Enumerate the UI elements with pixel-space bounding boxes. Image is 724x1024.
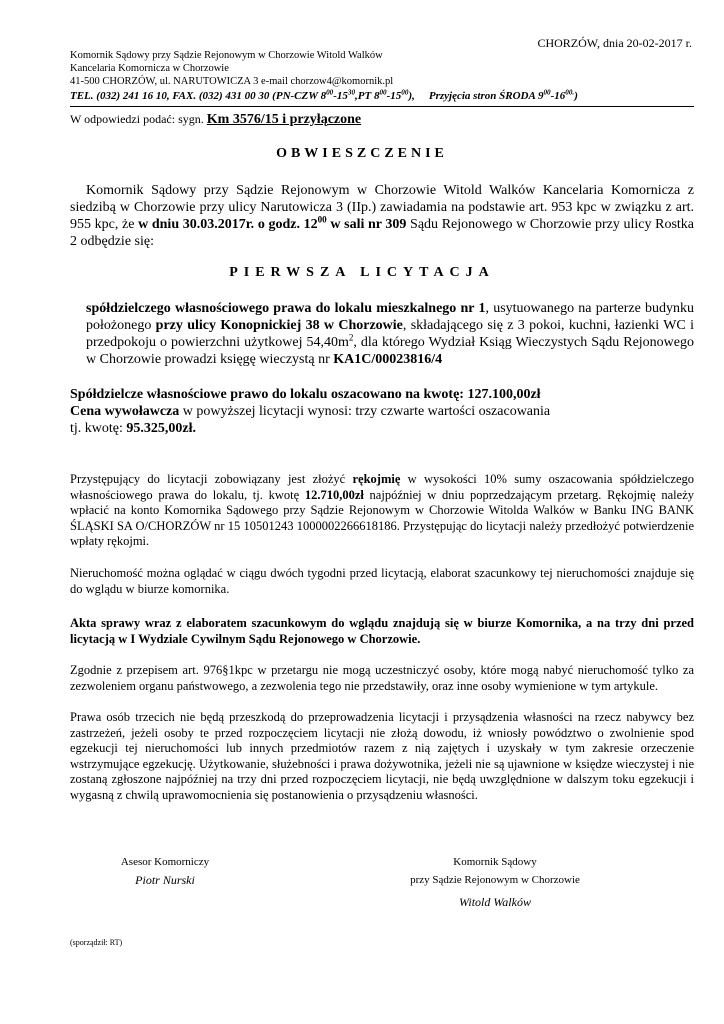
- legal-paragraph-2: Prawa osób trzecich nie będą przeszkodą do przeprowadzenia licytacji i przysądzenia własności na rzecz nabywcy bez zastrzeżeń, jeżeli osoby te przed rozpoczęciem licytacji nie złożą dowodu, iż wniosły powództwo o zwolnienie spod egzekucji tej nieruchomości lub innych przedmiotów razem z nią zajętych i uzyskały w tym zakresie orzeczenie wstrzymujące egzekucję. Użytkowanie, służebności i prawa dożywotnika, jeżeli nie są ujawnione w księdze wieczystej i nie zostaną zgłoszone najpóźniej na trzy dni przed rozpoczęciem licytacji, nie będą uwzględnione w dalszym toku egzekucji i wygasną z chwilą uprawomocnienia się postanowienia o przysądzeniu własności.: [70, 710, 694, 802]
- inspection-paragraph: Nieruchomość można oglądać w ciągu dwóch tygodni przed licytacją, elaborat szacunkowy tej nieruchomości znajduje się do wglądu w biurze komornika.: [70, 566, 694, 596]
- case-reference: [70, 112, 361, 128]
- letterhead-contact: [70, 90, 670, 103]
- assessor-role: Asesor Komorniczy: [120, 856, 210, 868]
- legal-paragraph-1: Zgodnie z przepisem art. 976§1kpc w przetargu nie mogą uczestniczyć osoby, które mogą nabyć nieruchomość tylko za zezwoleniem organu państwowego, a zezwolenia tego nie przedstawiły, oraz inne osoby wymienione w tym artykule.: [70, 663, 694, 693]
- document-title: OBWIESZCZENIE: [276, 146, 448, 161]
- starting-price-amount: tj. kwotę: 95.325,00zł.: [70, 421, 196, 436]
- intro-paragraph: Komornik Sądowy przy Sądzie Rejonowym w Chorzowie Witold Walków Kancelaria Komornicza z siedzibą w Chorzowie przy ulicy Narutowicza 3 (IIp.) zawiadamia na podstawie art. 953 kpc w związku z art. 955 kpc, że w dniu 30.03.2017r. o godz. $12^{00}$ w sali nr 309 Sądu Rejonowego w Chorzowie przy ulicy Rostka 2 odbędzie się:: [70, 183, 694, 249]
- letterhead-line-3: 41-500 CHORZÓW, ul. NARUTOWICZA 3 e-mail chorzow4@komornik.pl: [70, 76, 394, 87]
- bailiff-court: przy Sądzie Rejonowym w Chorzowie: [410, 874, 580, 886]
- document-date: CHORZÓW, dnia 20-02-2017 r.: [537, 36, 692, 50]
- reference-label: W odpowiedzi podać: sygn.: [70, 112, 204, 126]
- case-number: Km 3576/15 i przyłączone: [206, 112, 362, 127]
- header-divider: [70, 106, 694, 107]
- starting-price-line: Cena wywoławcza w powyższej licytacji wynosi: trzy czwarte wartości oszacowania: [70, 404, 551, 419]
- letterhead-line-1: Komornik Sądowy przy Sądzie Rejonowym w Chorzowie Witold Walków: [70, 50, 383, 61]
- telephone: TEL. (032) 241 16 10: [70, 90, 167, 102]
- reception-hours: Przyjęcia stron ŚRODA $9^{00}-16^{00.}$): [428, 88, 578, 102]
- auction-title: PIERWSZA LICYTACJA: [229, 265, 495, 280]
- fax-and-hours: , FAX. (032) 431 00 30 (PN-CZW $8^{00}-15^{30},PT$ $8^{00}-15^{00}$),: [166, 88, 415, 102]
- signature-bailiff: [380, 855, 610, 910]
- files-paragraph: Akta sprawy wraz z elaboratem szacunkowym do wglądu znajdują się w biurze Komornika, a na trzy dni przed licytacją w I Wydziale Cywilnym Sądu Rejonowego w Chorzowie.: [70, 616, 694, 646]
- letterhead-line-2: Kancelaria Komornicza w Chorzowie: [70, 63, 229, 74]
- bailiff-role: Komornik Sądowy: [453, 856, 537, 868]
- valuation-block: [70, 386, 694, 437]
- signature-assessor: [90, 855, 240, 888]
- bailiff-name: Witold Walków: [459, 895, 531, 909]
- prepared-by-note: (sporządził: RT): [70, 938, 123, 947]
- deposit-paragraph: Przystępujący do licytacji zobowiązany jest złożyć rękojmię w wysokości 10% sumy oszacowania spółdzielczego własnościowego prawa do lokalu, tj. kwotę 12.710,00zł najpóźniej w dniu poprzedzającym przetarg. Rękojmię należy wpłacić na konto Komornika Sądowego przy Sądzie Rejonowym w Chorzowie Witolda Walków w Banku ING BANK ŚLĄSKI SA O/CHORZÓW nr 15 10501243 1000002266618186. Przystępując do licytacji należy przedłożyć potwierdzenie wpłaty rękojmi.: [70, 472, 695, 548]
- letterhead: [70, 49, 670, 103]
- subject-paragraph: spółdzielczego własnościowego prawa do lokalu mieszkalnego nr 1, usytuowanego na parterze budynku położonego przy ulicy Konopnickiej 38 w Chorzowie, składającego się z 3 pokoi, kuchni, łazienki WC i przedpokoju o powierzchni użytkowej $54,40m^2$, dla którego Wydział Ksiąg Wieczystych Sądu Rejonowego w Chorzowie prowadzi księgę wieczystą nr KA1C/00023816/4: [86, 301, 695, 367]
- assessor-name: Piotr Nurski: [135, 873, 195, 887]
- valuation-line: Spółdzielcze własnościowe prawo do lokalu oszacowano na kwotę: 127.100,00zł: [70, 387, 541, 402]
